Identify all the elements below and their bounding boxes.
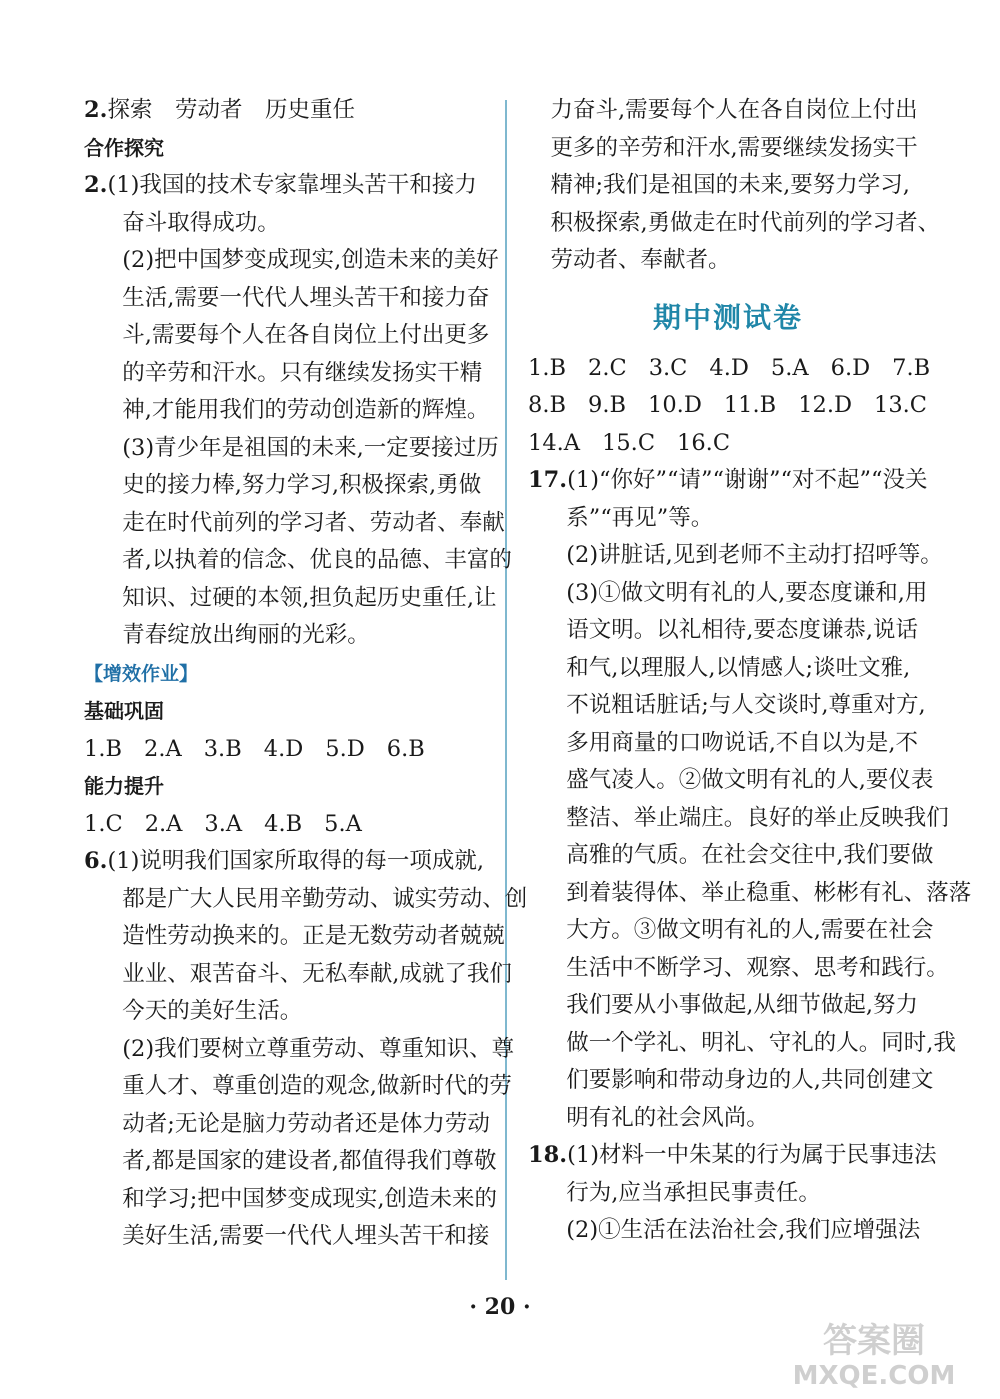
answer-item: 4.D bbox=[263, 735, 304, 762]
question-number: 18. bbox=[528, 1142, 568, 1168]
answer-line: (3)青少年是祖国的未来,一定要接过历 bbox=[122, 434, 499, 461]
answer-item: 3.C bbox=[648, 354, 688, 381]
answer-text: (1)“你好”“请”“谢谢”“对不起”“没关 bbox=[567, 467, 928, 493]
answer-line bbox=[84, 167, 488, 205]
answer-item: 14.A bbox=[528, 429, 581, 456]
answer-line: 生活,需要一代代人埋头苦干和接力奋 bbox=[122, 284, 490, 311]
answer-line: 行为,应当承担民事责任。 bbox=[566, 1179, 821, 1206]
watermark-logo bbox=[774, 1312, 974, 1392]
answer-line bbox=[528, 462, 928, 500]
answer-line: 奋斗取得成功。 bbox=[122, 209, 280, 236]
answer-item: 12.D bbox=[798, 392, 853, 418]
answer-item: 6.B bbox=[386, 735, 425, 762]
answer-item: 1.C bbox=[84, 810, 123, 837]
answer-line: 业业、艰苦奋斗、无私奉献,成就了我们 bbox=[122, 960, 512, 987]
answer-item: 5.A bbox=[770, 354, 809, 381]
answer-line: 造性劳动换来的。正是无数劳动者兢兢 bbox=[122, 923, 505, 949]
page-number: · 20 · bbox=[469, 1294, 531, 1320]
heading-nengli: 能力提升 bbox=[84, 774, 164, 798]
answer-line: 者,以执着的信念、优良的品德、丰富的 bbox=[122, 547, 512, 573]
answer-line: 史的接力棒,努力学习,积极探索,勇做 bbox=[122, 472, 482, 498]
answer-item: 16.C bbox=[677, 429, 731, 456]
answer-row bbox=[528, 387, 928, 425]
answer-item: 15.C bbox=[602, 429, 656, 456]
answer-text: (1)说明我们国家所取得的每一项成就, bbox=[107, 848, 485, 874]
answer-line: 整洁、举止端庄。良好的举止反映我们 bbox=[566, 804, 949, 831]
answer-item: 13.C bbox=[874, 392, 928, 418]
answer-line: 积极探索,勇做走在时代前列的学习者、 bbox=[550, 209, 941, 236]
answer-item: 5.A bbox=[324, 810, 362, 837]
answer-line: 我们要从小事做起,从细节做起,努力 bbox=[566, 992, 919, 1018]
answer-line: 明有礼的社会风尚。 bbox=[566, 1104, 769, 1131]
answer-item: 2.A bbox=[144, 735, 182, 762]
answer-line: 和气,以理服人,以情感人;谈吐文雅, bbox=[566, 654, 911, 681]
answer-item: 4.B bbox=[264, 810, 303, 837]
answer-item: 5.D bbox=[325, 735, 365, 762]
heading-hezuo: 合作探究 bbox=[84, 135, 164, 160]
answer-item: 2.A bbox=[144, 810, 183, 837]
answer-item: 4.D bbox=[709, 354, 749, 381]
answer-line: (2)①生活在法治社会,我们应增强法 bbox=[566, 1217, 921, 1243]
left-column bbox=[84, 92, 528, 1256]
answer-line: 劳动者、奉献者。 bbox=[550, 247, 731, 273]
answer-item: 1.B bbox=[528, 354, 567, 381]
answer-line: (2)我们要树立尊重劳动、尊重知识、尊 bbox=[122, 1035, 515, 1062]
section-title: 期中测试卷 bbox=[652, 300, 803, 334]
answer-line: 生活中不断学习、观察、思考和践行。 bbox=[566, 954, 949, 981]
question-number: 6. bbox=[84, 848, 108, 874]
watermark-top: 答案圈 bbox=[823, 1321, 925, 1361]
answer-item: 1.B bbox=[84, 735, 123, 762]
answer-item: 8.B bbox=[528, 392, 567, 418]
answer-row bbox=[528, 350, 931, 388]
answer-line: 更多的辛劳和汗水,需要继续发扬实干 bbox=[550, 134, 918, 161]
answer-line: 到着装得体、举止稳重、彬彬有礼、落落 bbox=[566, 879, 972, 906]
answer-line: 做一个学礼、明礼、守礼的人。同时,我 bbox=[566, 1029, 956, 1056]
answer-line: 盛气凌人。②做文明有礼的人,要仪表 bbox=[566, 767, 934, 793]
answer-item: 3.B bbox=[203, 735, 242, 762]
answer-text: (1)我国的技术专家靠埋头苦干和接力 bbox=[107, 172, 477, 198]
answer-line: 系”“再见”等。 bbox=[566, 504, 714, 531]
answer-line: 青春绽放出绚丽的光彩。 bbox=[122, 622, 370, 648]
answer-line: 和学习;把中国梦变成现实,创造未来的 bbox=[122, 1185, 497, 1212]
watermark-bottom: MXQE.COM bbox=[792, 1361, 956, 1391]
answer-line: 都是广大人民用辛勤劳动、诚实劳动、创 bbox=[122, 885, 528, 912]
answer-line: (2)把中国梦变成现实,创造未来的美好 bbox=[122, 247, 499, 273]
answer-line: 力奋斗,需要每个人在各自岗位上付出 bbox=[550, 97, 918, 123]
answer-line: 多用商量的口吻说话,不自以为是,不 bbox=[566, 729, 919, 756]
heading-jichu: 基础巩固 bbox=[84, 699, 164, 723]
answer-line: 高雅的气质。在社会交往中,我们要做 bbox=[566, 842, 934, 868]
answer-line: (3)①做文明有礼的人,要态度谦和,用 bbox=[566, 579, 928, 606]
answer-item: 11.B bbox=[723, 392, 777, 418]
question-number: 17. bbox=[528, 467, 568, 493]
answer-item: 9.B bbox=[588, 392, 627, 418]
answer-line: 不说粗话脏话;与人交谈时,尊重对方, bbox=[566, 692, 926, 718]
jichu-answers bbox=[84, 731, 488, 769]
right-column bbox=[528, 92, 972, 1250]
answer-item: 2.C bbox=[588, 354, 627, 381]
answer-line: 今天的美好生活。 bbox=[122, 998, 303, 1024]
answer-line: 的辛劳和汗水。只有继续发扬实干精 bbox=[122, 359, 483, 386]
answer-line: 语文明。以礼相待,要态度谦恭,说话 bbox=[566, 617, 919, 643]
answer-line: 神,才能用我们的劳动创造新的辉煌。 bbox=[122, 397, 490, 423]
answer-line: 知识、过硬的本领,担负起历史重任,让 bbox=[122, 584, 497, 611]
answer-line: 走在时代前列的学习者、劳动者、奉献 bbox=[122, 509, 505, 536]
nengli-answers bbox=[84, 806, 488, 844]
answer-item: 7.B bbox=[892, 354, 931, 381]
answer-text: 探索 劳动者 历史重任 bbox=[107, 97, 356, 123]
answer-item: 10.D bbox=[648, 392, 702, 418]
answer-row bbox=[528, 425, 928, 463]
answer-line bbox=[528, 1137, 937, 1175]
answer-line: 们要影响和带动身边的人,共同创建文 bbox=[566, 1067, 934, 1093]
answer-line: 斗,需要每个人在各自岗位上付出更多 bbox=[122, 322, 490, 348]
question-number: 2. bbox=[84, 97, 108, 123]
answer-line: 动者;无论是脑力劳动者还是体力劳动 bbox=[122, 1110, 490, 1137]
answer-line: 者,都是国家的建设者,都值得我们尊敬 bbox=[122, 1148, 497, 1174]
tag-zengxiao: 【增效作业】 bbox=[84, 662, 199, 685]
answer-item: 6.D bbox=[830, 354, 871, 381]
answer-line bbox=[84, 92, 488, 130]
answer-line: 大方。③做文明有礼的人,需要在社会 bbox=[566, 917, 934, 943]
answer-line: (2)讲脏话,见到老师不主动打招呼等。 bbox=[566, 542, 943, 568]
answer-item: 3.A bbox=[204, 810, 243, 837]
answer-line bbox=[84, 843, 488, 881]
answer-text: (1)材料一中朱某的行为属于民事违法 bbox=[567, 1142, 937, 1168]
answer-line: 精神;我们是祖国的未来,要努力学习, bbox=[550, 172, 910, 198]
answer-line: 美好生活,需要一代代人埋头苦干和接 bbox=[122, 1223, 490, 1249]
answer-line: 重人才、尊重创造的观念,做新时代的劳 bbox=[122, 1073, 512, 1099]
question-number: 2. bbox=[84, 172, 108, 198]
